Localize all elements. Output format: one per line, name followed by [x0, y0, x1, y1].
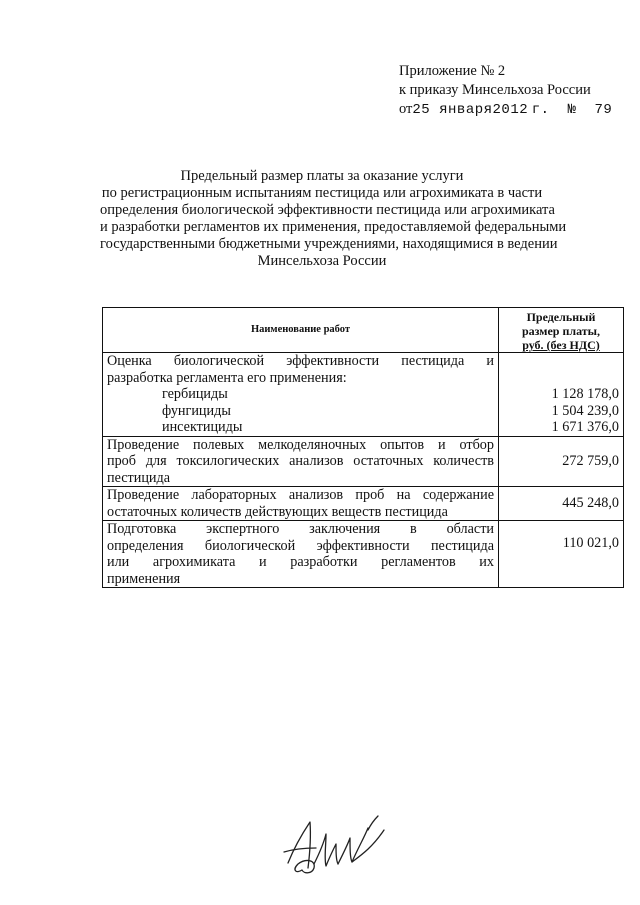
column-header-name: Наименование работ [103, 308, 499, 353]
row-price: 1 128 178,0 1 504 239,0 1 671 376,0 [499, 353, 624, 437]
column-header-price: Предельный размер платы, руб. (без НДС) [499, 308, 624, 353]
sub-item: гербициды [162, 386, 228, 402]
signature-icon [280, 808, 390, 883]
handwritten-signature [280, 808, 390, 888]
row-price: 110 021,0 [499, 521, 624, 588]
order-number: 79 [594, 102, 613, 118]
table-row [103, 436, 624, 487]
table-row [103, 353, 624, 437]
annex-header [399, 62, 612, 120]
fee-table [102, 307, 624, 588]
document-title: Предельный размер платы за оказание услуги по регистрационным испытаниям пестицида или агрохимиката в части определения биологической эффективности пестицида или агрохимиката и разработки регламентов их применения, предоставляемой федеральными государственными бюджетными учреждениями, находящимися в ведении Минсельхоза России [100, 168, 567, 269]
row-name: Проведение полевых мелкоделяночных опытов и отбор проб для токсилогических анализов остаточных количеств пестицида [103, 436, 499, 487]
order-reference: к приказу Минсельхоза России [399, 82, 591, 98]
annex-number: Приложение № 2 [399, 63, 506, 79]
order-date: 25 января [412, 102, 493, 118]
order-year: 2012 [492, 102, 529, 118]
row-price: 445 248,0 [499, 487, 624, 521]
sub-item: инсектициды [162, 419, 243, 435]
sub-item: фунгициды [162, 402, 231, 419]
order-date-number: от25 января2012 г. № 79 [399, 101, 613, 118]
table-header-row [103, 308, 624, 353]
table-row [103, 521, 624, 588]
row-name: Проведение лабораторных анализов проб на содержание остаточных количеств действующих веществ пестицида [103, 487, 499, 521]
row-name: Подготовка экспертного заключения в области определения биологической эффективности пестицида или агрохимиката и разработки регламентов их применения [103, 521, 499, 588]
table-row [103, 487, 624, 521]
row-name: Оценка биологической эффективности пестицида и разработка регламента его применения: гербициды фунгициды инсектициды [103, 353, 499, 437]
row-price: 272 759,0 [499, 436, 624, 487]
